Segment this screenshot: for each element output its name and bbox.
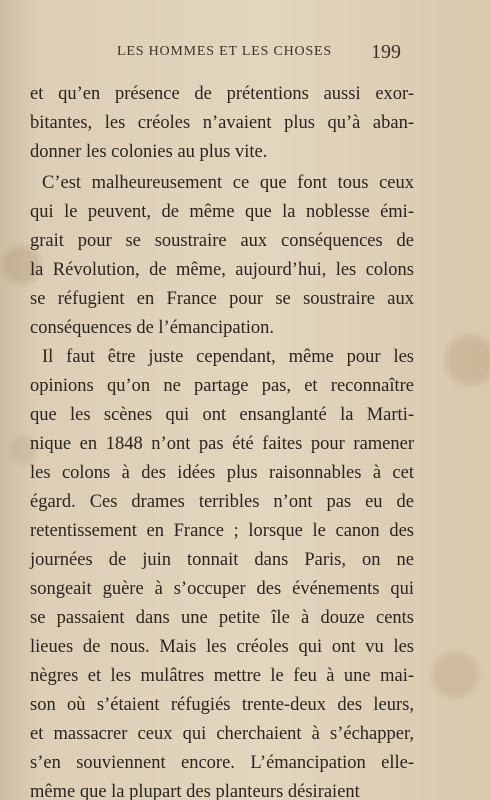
text-line-17: journées de juin tonnait dans Paris, on ne <box>30 550 414 570</box>
text-line-24: s’en souviennent encore. L’émancipation elle- <box>30 753 414 773</box>
text-line-18: songeait guère à s’occuper des événements qui <box>30 579 414 599</box>
running-head: LES HOMMES ET LES CHOSES <box>117 44 332 59</box>
body-text <box>30 80 414 800</box>
text-line-25: même que la plupart des planteurs désiraient <box>30 782 360 800</box>
text-line-5: qui le peuvent, de même que la noblesse émi- <box>30 202 414 222</box>
text-line-15: égard. Ces drames terribles n’ont pas eu de <box>30 492 414 512</box>
text-line-12: que les scènes qui ont ensanglanté la Marti- <box>30 405 414 425</box>
text-line-6: grait pour se soustraire aux conséquences de <box>30 231 414 251</box>
text-line-7: la Révolution, de même, aujourd’hui, les colons <box>30 260 414 280</box>
text-line-22: son où s’étaient réfugiés trente-deux des leurs, <box>30 695 414 715</box>
text-line-13: nique en 1848 n’ont pas été faites pour ramener <box>30 434 414 454</box>
text-line-4: C’est malheureusement ce que font tous ceux <box>42 173 414 193</box>
text-line-8: se réfugient en France pour se soustraire aux <box>30 289 414 309</box>
text-line-11: opinions qu’on ne partage pas, et reconnaître <box>30 376 414 396</box>
text-line-14: les colons à des idées plus raisonnables à cet <box>30 463 414 483</box>
text-line-23: et massacrer ceux qui cherchaient à s’échapper, <box>30 724 414 744</box>
text-line-2: bitantes, les créoles n’avaient plus qu’à aban- <box>30 113 414 133</box>
text-line-10: Il faut être juste cependant, même pour les <box>42 347 414 367</box>
text-line-20: lieues de nous. Mais les créoles qui ont vu les <box>30 637 414 657</box>
text-line-21: nègres et les mulâtres mettre le feu à une mai- <box>30 666 414 686</box>
page-number: 199 <box>371 41 401 63</box>
text-line-3: donner les colonies au plus vite. <box>30 142 268 162</box>
text-line-9: conséquences de l’émancipation. <box>30 318 274 338</box>
text-line-16: retentissement en France ; lorsque le canon des <box>30 521 414 541</box>
text-line-1: et qu’en présence de prétentions aussi exor- <box>30 84 414 104</box>
text-line-19: se passaient dans une petite île à douze cents <box>30 608 414 628</box>
page-header <box>117 41 401 74</box>
